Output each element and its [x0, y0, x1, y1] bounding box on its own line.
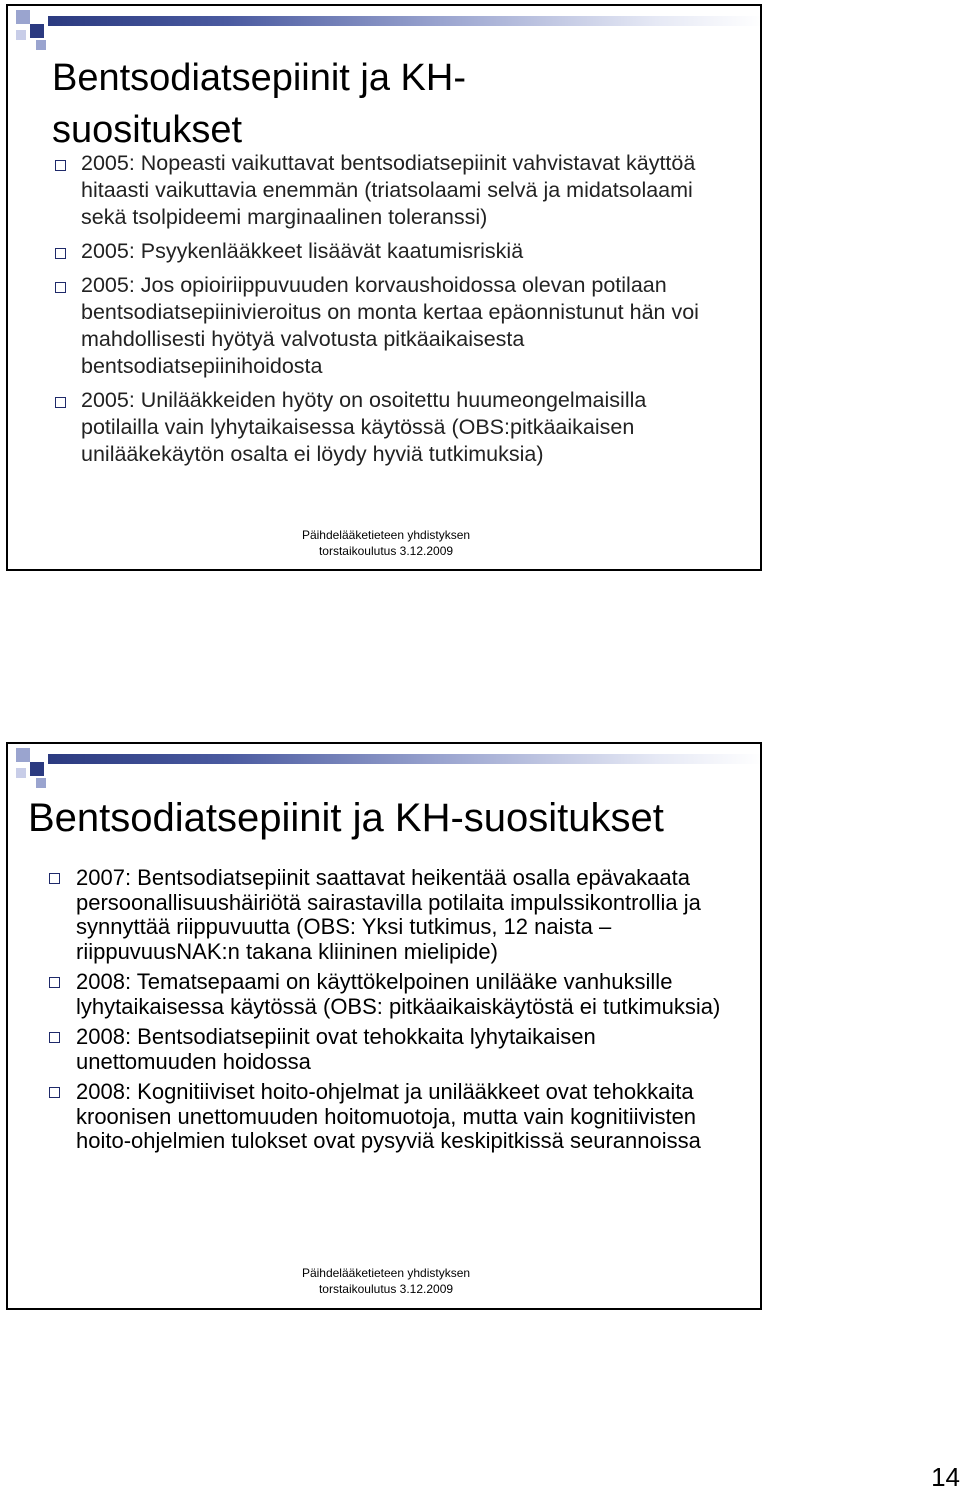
square-bullet-icon: [55, 397, 66, 408]
list-item: [46, 1080, 726, 1154]
slide-footer: [8, 527, 762, 559]
slide-header-decoration: [8, 744, 762, 796]
bullet-text: 2005: Psyykenlääkkeet lisäävät kaatumisriskiä: [81, 239, 524, 263]
page-number: 14: [931, 1462, 960, 1492]
footer-line-1: Päihdelääketieteen yhdistyksen: [301, 528, 471, 542]
bullet-list: [46, 866, 726, 1160]
footer-line-2: torstaikoulutus 3.12.2009: [318, 544, 454, 558]
list-item: [52, 387, 712, 468]
slide-title: Bentsodiatsepiinit ja KH-suositukset: [28, 796, 664, 840]
slide-title: Bentsodiatsepiinit ja KH-suositukset: [52, 57, 466, 151]
square-bullet-icon: [49, 1032, 60, 1043]
list-item: [46, 970, 726, 1019]
bullet-text: 2007: Bentsodiatsepiinit saattavat heikentää osalla epävakaata persoonallisuushäiriötä sairastavilla potilaita impulssikontrollia ja synnyttää riippuvuutta (OBS: Yksi tutkimus, 12 naista – riippuvuusNAK:n takana kliininen mielipide): [76, 865, 701, 964]
square-bullet-icon: [55, 248, 66, 259]
square-bullet-icon: [49, 1087, 60, 1098]
square-bullet-icon: [55, 160, 66, 171]
slide-2: [6, 742, 762, 1310]
slide-header-decoration: [8, 6, 762, 58]
bullet-text: 2008: Tematsepaami on käyttökelpoinen unilääke vanhuksille lyhytaikaisessa käytössä (OBS: pitkäaikaiskäytöstä ei tutkimuksia): [76, 969, 721, 1019]
slide-1: [6, 4, 762, 571]
bullet-text: 2005: Jos opioiriippuvuuden korvaushoidossa olevan potilaan bentsodiatsepiinivieroitus on monta kertaa epäonnistunut hän voi mahdollisesti hyötyä valvotusta pitkäaikaisesta bentsodiatsepiinihoidosta: [81, 273, 699, 378]
list-item: [52, 238, 712, 265]
bullet-text: 2008: Kognitiiviset hoito-ohjelmat ja unilääkkeet ovat tehokkaita kroonisen unettomuuden hoitomuotoja, mutta vain kognitiivisten hoito-ohjelmien tulokset ovat pysyviä keskipitkissä seurannoissa: [76, 1079, 701, 1153]
square-bullet-icon: [49, 977, 60, 988]
list-item: [52, 150, 712, 231]
bullet-list: [52, 150, 712, 475]
list-item: [52, 272, 712, 380]
bullet-text: 2005: Unilääkkeiden hyöty on osoitettu huumeongelmaisilla potilailla vain lyhytaikaisessa käytössä (OBS:pitkäaikaisen unilääkekäytön osalta ei löydy hyviä tutkimuksia): [81, 388, 647, 466]
footer-line-2: torstaikoulutus 3.12.2009: [318, 1282, 454, 1296]
square-bullet-icon: [55, 282, 66, 293]
bullet-text: 2008: Bentsodiatsepiinit ovat tehokkaita lyhytaikaisen unettomuuden hoidossa: [76, 1024, 596, 1074]
square-bullet-icon: [49, 873, 60, 884]
list-item: [46, 866, 726, 964]
list-item: [46, 1025, 726, 1074]
slide-footer: [8, 1265, 762, 1297]
bullet-text: 2005: Nopeasti vaikuttavat bentsodiatsepiinit vahvistavat käyttöä hitaasti vaikuttavia enemmän (triatsolaami selvä ja midatsolaami sekä tsolpideemi marginaalinen toleranssi): [81, 151, 696, 229]
footer-line-1: Päihdelääketieteen yhdistyksen: [301, 1266, 471, 1280]
